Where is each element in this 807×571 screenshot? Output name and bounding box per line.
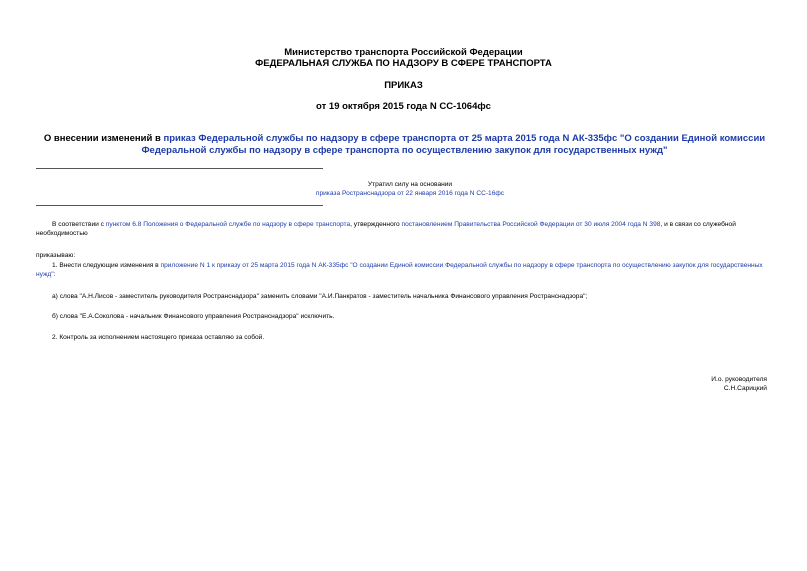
title-link[interactable]: приказ Федеральной службы по надзору в сфере транспорта от 25 марта 2015 года N АК-335фс "О создании Единой комиссии Федеральной службы по надзору в сфере транспорта по осуществлению закупок для государственных нужд" [141, 133, 766, 156]
item1-colon: : [53, 271, 56, 278]
status-note-text: Утратил силу на основании [367, 181, 453, 188]
regulation-link[interactable]: пунктом 6.8 Положения о Федеральной службе по надзору в сфере транспорта [105, 221, 351, 228]
government-resolution-link[interactable]: постановлением Правительства Российской Федерации от 30 июля 2004 года N 398 [401, 221, 661, 228]
status-note [230, 180, 590, 198]
document-type: ПРИКАЗ [384, 80, 423, 91]
signature-block [711, 375, 767, 393]
order-word: приказываю: [36, 252, 76, 259]
title-prefix: О внесении изменений в [43, 133, 164, 144]
order-item-b: б) слова "Е.А.Соколова - начальник Финансового управления Ространснадзора" исключить. [52, 313, 335, 320]
paragraph-basis [36, 220, 774, 238]
order-item-1 [36, 261, 774, 279]
status-note-link[interactable]: приказа Ространснадзора от 22 января 2016 года N СС-16фс [315, 190, 505, 197]
basis-text-3: , и в связи со служебной необходимостью [36, 221, 736, 237]
document-date-number: от 19 октября 2015 года N СС-1064фс [316, 101, 491, 112]
signatory-position: И.о. руководителя [711, 376, 767, 383]
signatory-name: С.Н.Сарицкий [723, 385, 767, 392]
divider-bottom [36, 205, 323, 206]
basis-text-2: , утвержденного [350, 221, 402, 228]
document-title [36, 133, 773, 157]
order-item-a: а) слова "А.Н.Лисов - заместитель руководителя Ространснадзора" заменить словами "А.И.Панкратов - заместитель начальника Финансового управления Ространснадзора"; [52, 293, 588, 300]
divider-top [36, 168, 323, 169]
order-item-2: 2. Контроль за исполнением настоящего приказа оставляю за собой. [52, 334, 265, 341]
basis-text-1: В соответствии с [52, 221, 106, 228]
appendix-link[interactable]: приложение N 1 к приказу от 25 марта 2015 года N АК-335фс "О создании Единой комиссии Федеральной службы по надзору в сфере транспорта по осуществлению закупок для государственных нужд" [36, 262, 763, 278]
item1-text: 1. Внести следующие изменения в [52, 262, 161, 269]
ministry-name: Министерство транспорта Российской Федерации [284, 47, 523, 58]
agency-name: ФЕДЕРАЛЬНАЯ СЛУЖБА ПО НАДЗОРУ В СФЕРЕ ТРАНСПОРТА [255, 58, 552, 69]
